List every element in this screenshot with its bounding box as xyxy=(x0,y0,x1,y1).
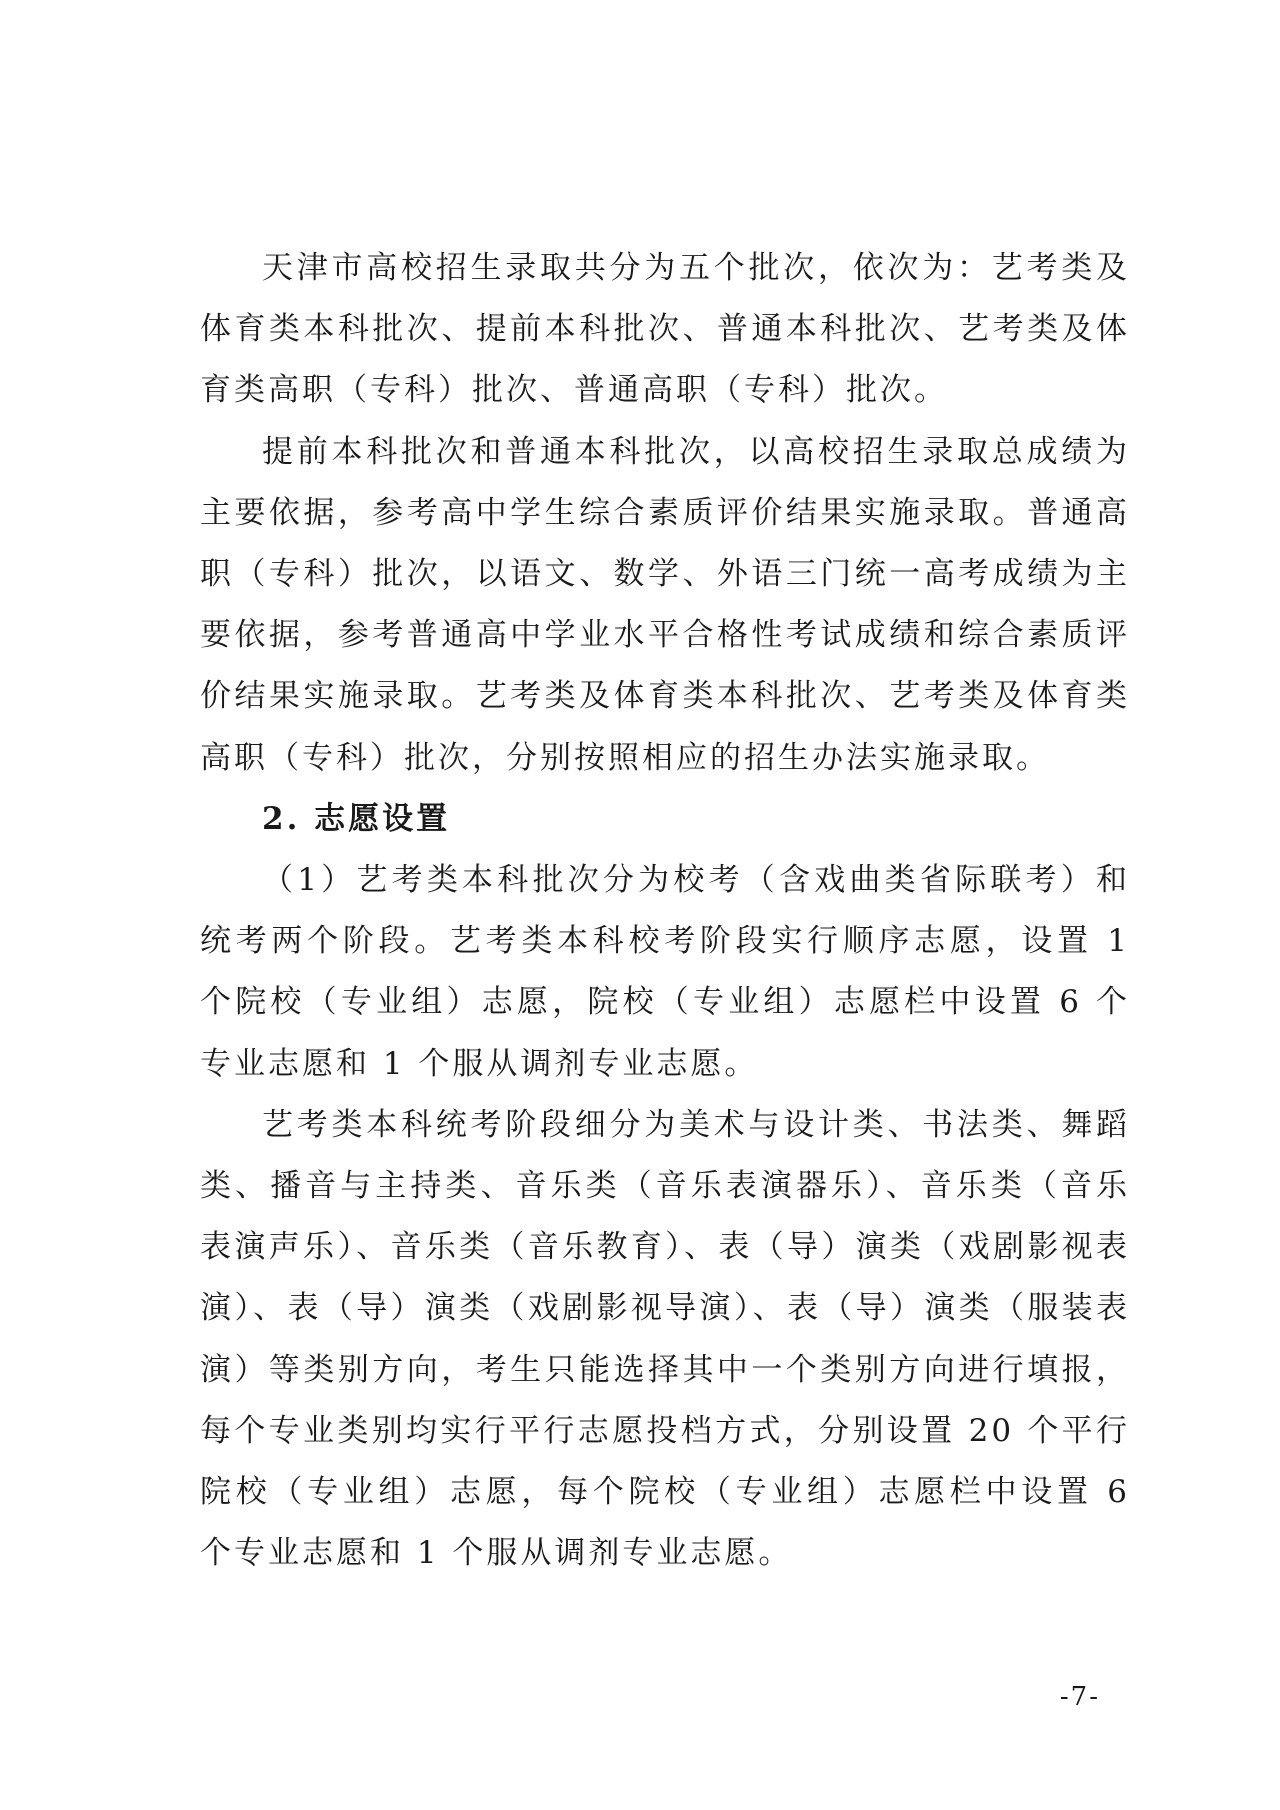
page-number: -7- xyxy=(1059,1682,1100,1712)
paragraph-art-school-exam: （1）艺考类本科批次分为校考（含戏曲类省际联考）和统考两个阶段。艺考类本科校考阶段实行顺序志愿，设置 1 个院校（专业组）志愿，院校（专业组）志愿栏中设置 6 个专业志愿和 1 个服从调剂专业志愿。 xyxy=(200,862,1130,1082)
document-body xyxy=(200,238,1130,1584)
paragraph-art-unified-exam: 艺考类本科统考阶段细分为美术与设计类、书法类、舞蹈类、播音与主持类、音乐类（音乐表演器乐）、音乐类（音乐表演声乐）、音乐类（音乐教育）、表（导）演类（戏剧影视表演）、表（导）演类（戏剧影视导演）、表（导）演类（服装表演）等类别方向，考生只能选择其中一个类别方向进行填报，每个专业类别均实行平行志愿投档方式，分别设置 20 个平行院校（专业组）志愿，每个院校（专业组）志愿栏中设置 6 个专业志愿和 1 个服从调剂专业志愿。 xyxy=(200,1106,1130,1572)
paragraph-admission-basis: 提前本科批次和普通本科批次，以高校招生录取总成绩为主要依据，参考高中学生综合素质评价结果实施录取。普通高职（专科）批次，以语文、数学、外语三门统一高考成绩为主要依据，参考普通高中学业水平合格性考试成绩和综合素质评价结果实施录取。艺考类及体育类本科批次、艺考类及体育类高职（专科）批次，分别按照相应的招生办法实施录取。 xyxy=(200,433,1130,776)
section-heading-volunteer-settings: 2. 志愿设置 xyxy=(262,800,451,837)
paragraph-admission-batches: 天津市高校招生录取共分为五个批次，依次为：艺考类及体育类本科批次、提前本科批次、普通本科批次、艺考类及体育类高职（专科）批次、普通高职（专科）批次。 xyxy=(200,250,1130,409)
